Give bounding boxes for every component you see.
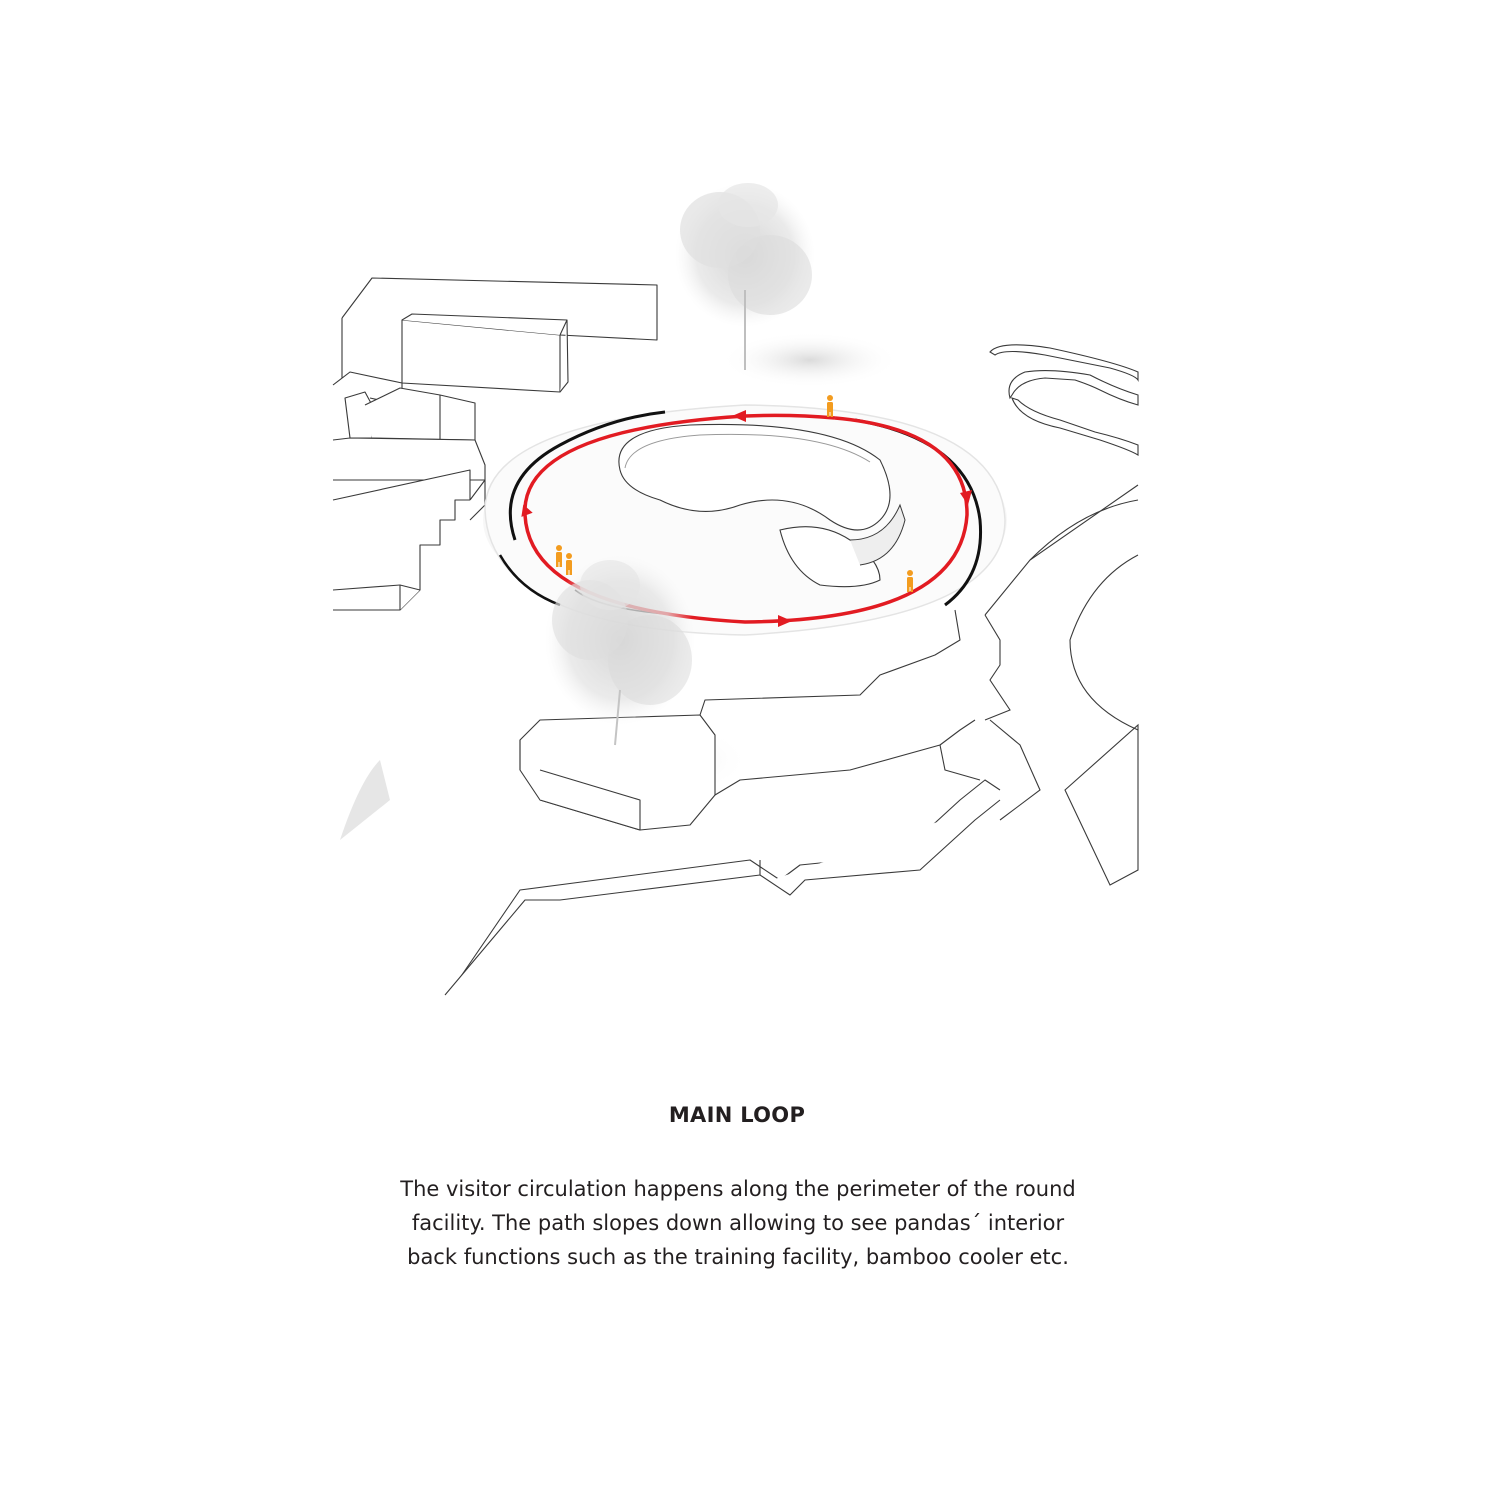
tree-shadow xyxy=(720,332,900,388)
caption-body xyxy=(318,1172,1158,1274)
right-terrain xyxy=(985,485,1138,885)
caption-line: facility. The path slopes down allowing to see pandas´ interior xyxy=(411,1211,1065,1235)
caption-line: back functions such as the training facility, bamboo cooler etc. xyxy=(407,1245,1069,1269)
caption-title: MAIN LOOP xyxy=(668,1103,806,1127)
terrain-shadow xyxy=(340,760,390,840)
lower-terrain xyxy=(445,610,1000,995)
right-pathway xyxy=(990,345,1138,455)
caption-line: The visitor circulation happens along the perimeter of the round xyxy=(400,1177,1076,1201)
